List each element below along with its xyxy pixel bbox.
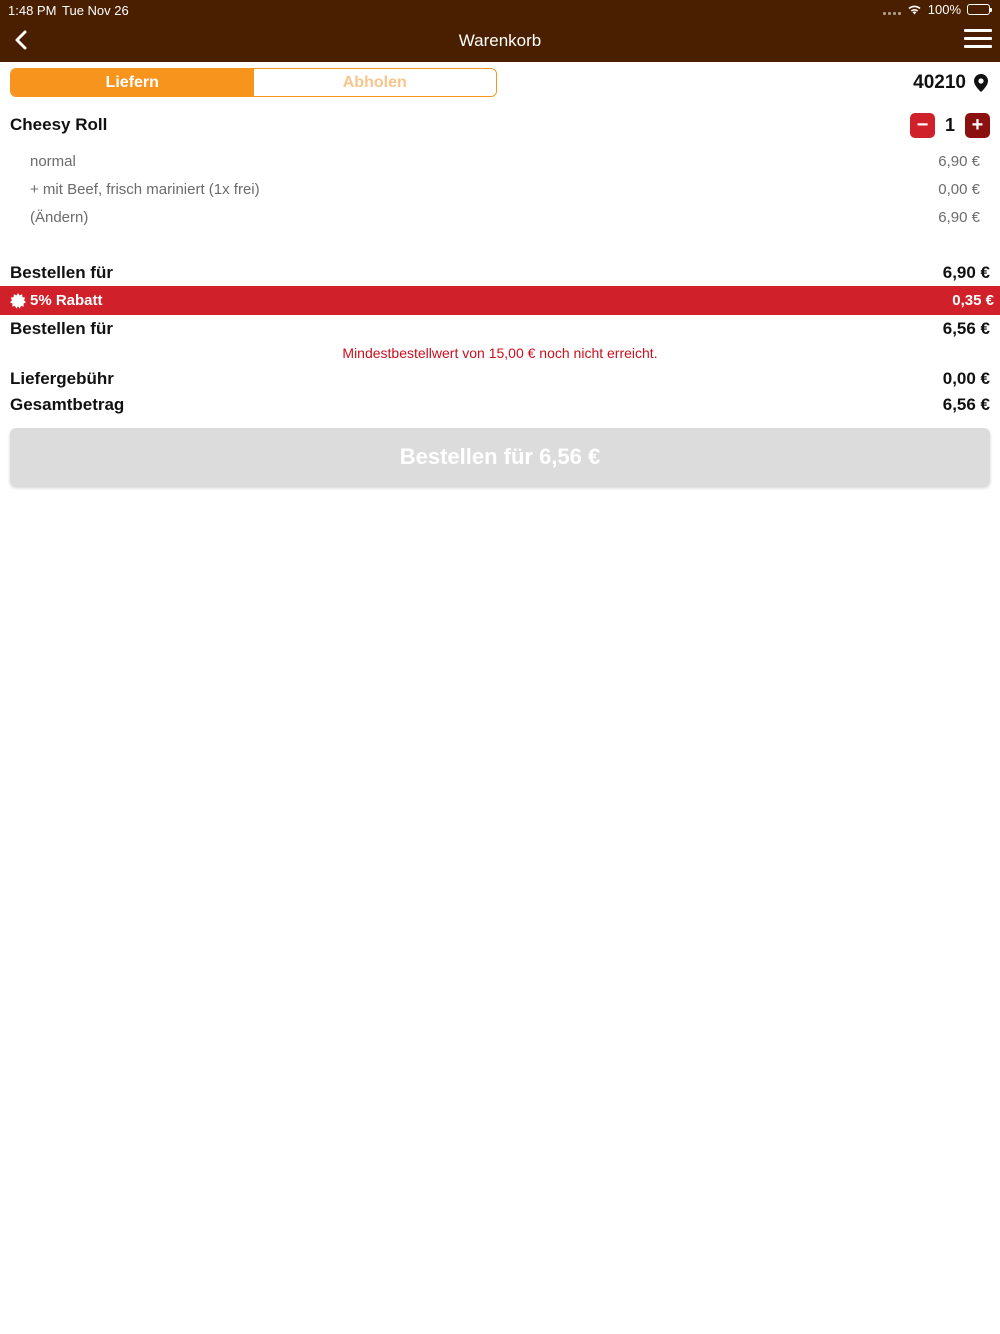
increase-quantity-button[interactable] xyxy=(965,113,990,138)
battery-percent: 100% xyxy=(927,2,961,17)
plus-icon: + xyxy=(971,114,984,136)
battery-icon xyxy=(967,4,990,15)
detail-price: 0,00 € xyxy=(938,181,980,198)
tab-liefern[interactable]: Liefern xyxy=(11,69,254,96)
delivery-fee-value: 0,00 € xyxy=(942,369,990,388)
hamburger-icon xyxy=(964,29,992,32)
item-detail-row xyxy=(30,181,980,198)
subtotal-value: 6,90 € xyxy=(942,263,990,282)
detail-label: normal xyxy=(30,153,76,170)
total-row xyxy=(10,395,990,415)
tab-abholen[interactable]: Abholen xyxy=(254,69,497,96)
menu-button[interactable] xyxy=(964,29,992,51)
delivery-fee-row xyxy=(10,369,990,389)
discounted-subtotal-row xyxy=(10,319,990,339)
detail-price: 6,90 € xyxy=(938,153,980,170)
total-value: 6,56 € xyxy=(942,395,990,414)
discount-label: 5% Rabatt xyxy=(30,292,103,309)
subtotal-row xyxy=(10,263,990,283)
discount-value: 0,35 € xyxy=(952,292,994,309)
zip-code: 40210 xyxy=(913,72,966,93)
status-right xyxy=(883,2,990,17)
delivery-fee-label: Liefergebühr xyxy=(10,369,114,388)
status-time: 1:48 PM xyxy=(8,3,57,18)
min-order-warning: Mindestbestellwert von 15,00 € noch nicht erreicht. xyxy=(342,345,658,361)
quantity-value: 1 xyxy=(944,115,955,135)
discounted-subtotal-label: Bestellen für xyxy=(10,319,113,338)
discounted-subtotal-value: 6,56 € xyxy=(942,319,990,338)
detail-label: + mit Beef, frisch mariniert (1x frei) xyxy=(30,181,260,198)
delivery-mode-toggle xyxy=(10,68,497,97)
quantity-stepper xyxy=(910,113,990,138)
discount-banner xyxy=(0,286,1000,315)
zip-location[interactable] xyxy=(913,72,988,94)
decrease-quantity-button[interactable] xyxy=(910,113,935,138)
app-header xyxy=(0,0,1000,62)
item-detail-row xyxy=(30,209,980,226)
total-label: Gesamtbetrag xyxy=(10,395,125,414)
order-button[interactable]: Bestellen für 6,56 € xyxy=(10,428,990,486)
map-pin-icon xyxy=(974,74,988,92)
edit-item-link[interactable]: (Ändern) xyxy=(30,209,89,226)
item-detail-row xyxy=(30,153,980,170)
page-title: Warenkorb xyxy=(458,31,542,50)
wifi-icon xyxy=(907,4,922,15)
subtotal-label: Bestellen für xyxy=(10,263,113,282)
detail-price: 6,90 € xyxy=(938,209,980,226)
status-date: Tue Nov 26 xyxy=(62,3,129,18)
minus-icon: − xyxy=(916,114,929,136)
badge-icon xyxy=(10,293,26,309)
item-name: Cheesy Roll xyxy=(10,115,108,134)
cellular-signal-icon xyxy=(883,5,901,15)
status-bar xyxy=(0,0,1000,20)
